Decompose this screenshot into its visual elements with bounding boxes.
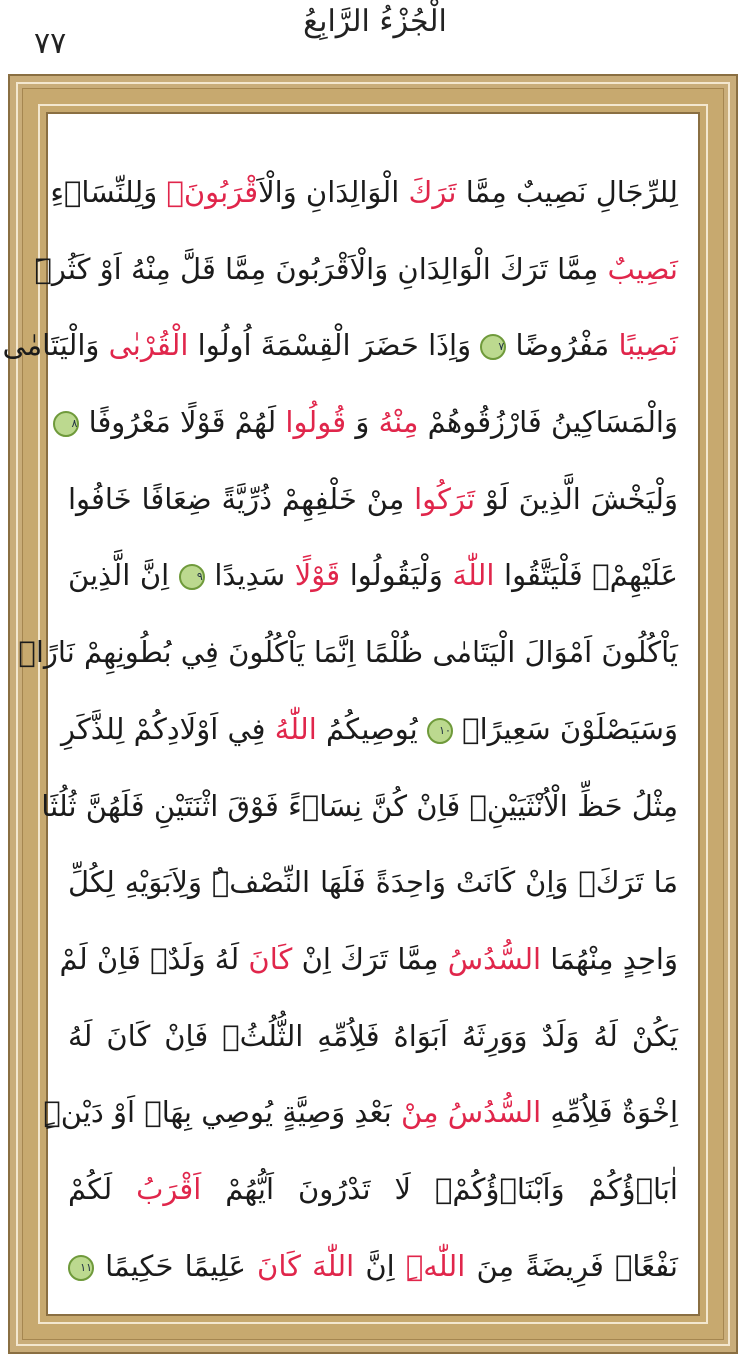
verse-number-marker: ٩ — [179, 564, 205, 590]
verse-line — [50, 154, 678, 231]
highlighted-word: الْقُرْبٰى — [108, 328, 189, 363]
verse-line — [68, 1228, 678, 1305]
ornamental-frame — [2, 74, 738, 1354]
verse-text: مَا تَرَكَۚ وَاِنْ كَانَتْ وَاحِدَةً فَلَهَا النِّصْفُۜ وَلِاَبَوَيْهِ لِكُلِّ — [68, 865, 678, 900]
verse-text: عَلِيمًا حَكِيمًا — [94, 1248, 258, 1283]
verse-text: وَاحِدٍ مِنْهُمَا — [541, 941, 678, 976]
verse-number-marker: ٧ — [480, 334, 506, 360]
highlighted-word: قُولُوا — [285, 405, 347, 440]
verse-text: فِي اَوْلَادِكُمْ لِلذَّكَرِ — [60, 711, 275, 746]
verse-text: يَكُنْ لَهُ وَلَدٌ وَوَرِثَهُ اَبَوَاهُ فَلِاُمِّهِ الثُّلُثُۚ فَاِنْ كَانَ لَهُ — [68, 1018, 678, 1053]
page-number: ٧٧ — [34, 26, 67, 61]
verse-text: وَلِلنِّسَاۤءِ — [50, 175, 167, 209]
verse-number-marker: ٨ — [53, 411, 79, 437]
verse-text: عَلَيْهِمْۖ فَلْيَتَّقُوا — [494, 558, 678, 593]
verse-text: وَ — [346, 405, 379, 440]
highlighted-word: اللّٰهِۜ — [405, 1248, 466, 1283]
verse-line — [34, 231, 678, 308]
verse-line — [68, 1151, 678, 1228]
verse-text: الْوَالِدَانِ وَالْاَ — [258, 175, 409, 209]
verse-line — [68, 998, 678, 1075]
verse-text: وَالْمَسَاكِينُ فَارْزُقُوهُمْ — [418, 405, 678, 440]
highlighted-word: كَانَ — [248, 941, 293, 976]
highlighted-word: نَصِيبًا — [618, 328, 678, 363]
highlighted-word: اَقْرَبُ — [136, 1171, 202, 1206]
verse-line — [43, 1074, 678, 1151]
verse-text: مِنْ خَلْفِهِمْ ذُرِّيَّةً ضِعَافًا خَافُوا — [68, 481, 415, 516]
verse-text: يَاْكُلُونَ اَمْوَالَ الْيَتَامٰى ظُلْمًا اِنَّمَا يَاْكُلُونَ فِي بُطُونِهِمْ نَارًاۜ — [18, 635, 678, 670]
verse-line — [18, 614, 678, 691]
verse-text: لَهُمْ قَوْلًا مَعْرُوفًا — [79, 405, 286, 440]
highlighted-word: السُّدُسُ — [447, 941, 542, 976]
verse-text: وَلْيَخْشَ الَّذِينَ لَوْ — [475, 481, 678, 516]
verse-line — [59, 921, 678, 998]
verse-text: وَالْيَتَامٰى — [2, 328, 109, 363]
verse-line — [2, 307, 678, 384]
verse-text: بَعْدِ وَصِيَّةٍ يُوصِي بِهَاۤ اَوْ دَيْنٍۜ — [43, 1095, 401, 1130]
highlighted-word: اللّٰهَ كَانَ — [257, 1248, 355, 1283]
verse-line — [68, 461, 678, 538]
verse-text: وَلْيَقُولُوا — [340, 558, 453, 593]
highlighted-word: اللّٰهَ — [452, 558, 495, 593]
verse-text: مِثْلُ حَظِّ الْاُنْثَيَيْنِۚ فَاِنْ كُنَّ نِسَاۤءً فَوْقَ اثْنَتَيْنِ فَلَهُنَّ ثُلُثَا — [41, 788, 678, 823]
verse-text: نَفْعًاۜ فَرِيضَةً مِنَ — [465, 1248, 678, 1283]
verse-line — [68, 537, 678, 614]
verse-text: مِمَّا تَرَكَ اِنْ — [292, 941, 448, 976]
verse-text: وَاِذَا حَضَرَ الْقِسْمَةَ اُولُوا — [188, 328, 481, 363]
verse-text: مِمَّا تَرَكَ الْوَالِدَانِ وَالْاَقْرَبُونَ مِمَّا قَلَّ مِنْهُ اَوْ كَثُرَۜ — [34, 251, 608, 286]
verse-lines — [2, 154, 678, 1294]
verse-text: سَدِيدًا — [204, 558, 295, 593]
verse-line — [41, 768, 678, 845]
verse-text: وَسَيَصْلَوْنَ سَعِيرًا۟ — [452, 711, 678, 746]
verse-text: لِلرِّجَالِ نَصِيبٌ مِمَّا — [456, 175, 678, 209]
highlighted-word: تَرَكَ — [408, 175, 457, 209]
verse-text: مَفْرُوضًا — [506, 328, 619, 363]
verse-text: اٰبَاۤؤُكُمْ وَاَبْنَاۤؤُكُمْۚ لَا تَدْرُونَ اَيُّهُمْ — [201, 1171, 678, 1206]
highlighted-word: نَصِيبٌ — [607, 251, 678, 286]
verse-text: لَهُ وَلَدٌۚ فَاِنْ لَمْ — [59, 941, 249, 976]
highlighted-word: اللّٰهُ — [274, 711, 317, 746]
verse-line — [60, 691, 678, 768]
highlighted-word: السُّدُسُ مِنْ — [400, 1095, 542, 1130]
highlighted-word: مِنْهُ — [378, 405, 419, 440]
verse-number-marker: ١٠ — [427, 718, 453, 744]
verse-text: لَكُمْ — [68, 1171, 137, 1206]
verse-number-marker: ١١ — [68, 1255, 94, 1281]
highlighted-word: تَرَكُوا — [414, 481, 476, 516]
verse-text: يُوصِيكُمُ — [316, 711, 427, 746]
verse-line — [68, 384, 678, 461]
verse-line — [68, 844, 678, 921]
highlighted-word: قَوْلًا — [294, 558, 341, 593]
juz-title: الْجُزْءُ الرَّابِعُ — [303, 4, 447, 39]
page-header — [0, 0, 750, 74]
verse-text: اِنَّ — [354, 1248, 406, 1283]
verse-text: اِنَّ الَّذِينَ — [68, 558, 179, 593]
verse-text: اِخْوَةٌ فَلِاُمِّهِ — [541, 1095, 678, 1130]
highlighted-word: قْرَبُونَۖ — [166, 175, 259, 209]
text-panel — [2, 112, 700, 1316]
